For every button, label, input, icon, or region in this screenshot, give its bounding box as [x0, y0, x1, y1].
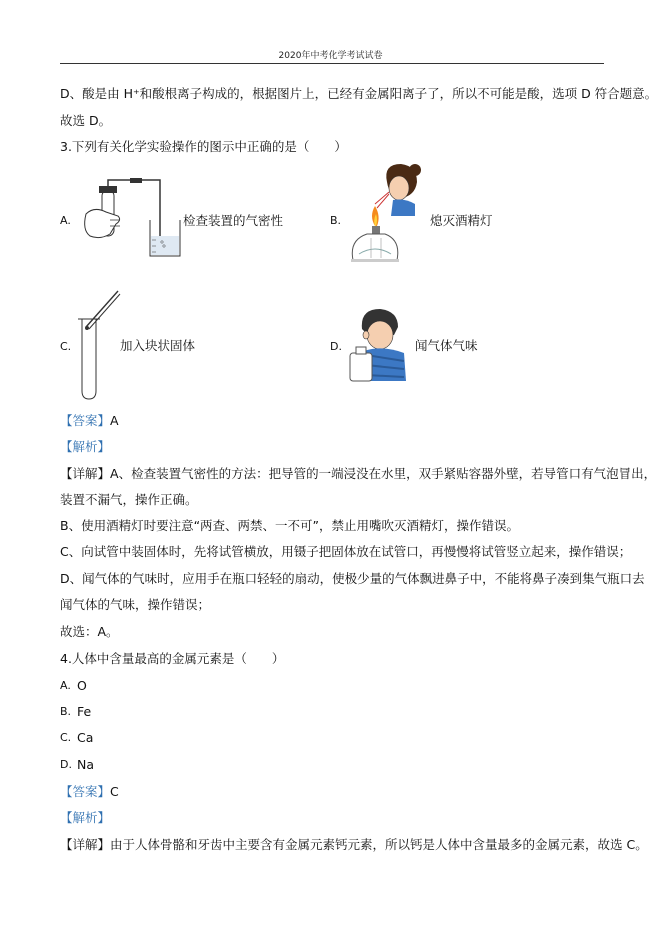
prev-line-d: D、酸是由 H⁺和酸根离子构成的，根据图片上，已经有金属阳离子了，所以不可能是酸，选项 D 符合题意。 [60, 86, 658, 101]
q3-analysis-label: 【解析】 [60, 439, 111, 454]
q3-detail-text-1: A、检查装置气密性的方法：把导管的一端浸没在水里，双手紧贴容器外壁，若导管口有气泡冒出， [110, 466, 657, 481]
q3-stem: 3.下列有关化学实验操作的图示中正确的是（ ） [60, 139, 347, 154]
q3-option-c-caption: 加入块状固体 [120, 338, 196, 353]
q4-option-a-text: O [77, 678, 87, 693]
q3-detail-line-4: C、向试管中装固体时，先将试管横放，用镊子把固体放在试管口，再慢慢将试管竖立起来，操作错误； [60, 544, 632, 559]
q3-detail-line-3: B、使用酒精灯时要注意“两查、两禁、一不可”，禁止用嘴吹灭酒精灯，操作错误。 [60, 518, 520, 533]
q4-option-d-text: Na [77, 757, 95, 772]
extinguish-lamp-illustration [345, 160, 425, 276]
smell-gas-illustration [346, 305, 412, 381]
q4-option-c-letter: C. [60, 731, 72, 744]
q3-option-a-letter: A. [60, 214, 71, 227]
prev-conclusion: 故选 D。 [60, 113, 112, 128]
q4-option-c-text: Ca [77, 730, 94, 745]
q3-detail-label: 【详解】 [60, 466, 111, 481]
add-solid-illustration [70, 289, 126, 401]
q3-detail-line-1 [60, 466, 656, 482]
q3-option-c-letter: C. [60, 340, 72, 353]
q4-detail-line [60, 837, 648, 853]
q4-answer-value: C [110, 784, 119, 799]
q4-stem: 4.人体中含量最高的金属元素是（ ） [60, 651, 285, 666]
page-header-title: 2020年中考化学考试试卷 [278, 51, 383, 61]
q4-answer-label: 【答案】 [60, 784, 111, 799]
q4-option-b-letter: B. [60, 705, 72, 718]
q3-detail-line-2: 装置不漏气，操作正确。 [60, 492, 198, 507]
header-rule [60, 63, 604, 64]
q4-detail-label: 【详解】 [60, 837, 111, 852]
q3-detail-line-5: D、闻气体的气味时，应用手在瓶口轻轻的扇动，使极少量的气体飘进鼻子中，不能将鼻子凑到集气瓶口去 [60, 571, 645, 586]
q3-option-b-caption: 熄灭酒精灯 [430, 213, 493, 228]
q3-detail-line-6: 闻气体的气味，操作错误； [60, 597, 211, 612]
q3-option-d-caption: 闻气体气味 [415, 338, 478, 353]
q4-option-b-text: Fe [77, 704, 92, 719]
q4-detail-text: 由于人体骨骼和牙齿中主要含有金属元素钙元素，所以钙是人体中含量最多的金属元素，故选 C。 [110, 837, 648, 852]
q3-answer-label: 【答案】 [60, 413, 111, 428]
q3-answer [60, 413, 119, 429]
q3-option-b-letter: B. [330, 214, 342, 227]
q3-answer-value: A [110, 413, 119, 428]
q4-answer [60, 784, 119, 800]
q4-analysis-label: 【解析】 [60, 810, 111, 825]
q4-option-d-letter: D. [60, 758, 72, 771]
q4-option-a-letter: A. [60, 679, 71, 692]
q3-conclusion: 故选：A。 [60, 624, 119, 639]
airtightness-check-illustration [80, 176, 190, 266]
q3-option-d-letter: D. [330, 340, 342, 353]
q3-option-a-caption: 检查装置的气密性 [183, 213, 284, 228]
